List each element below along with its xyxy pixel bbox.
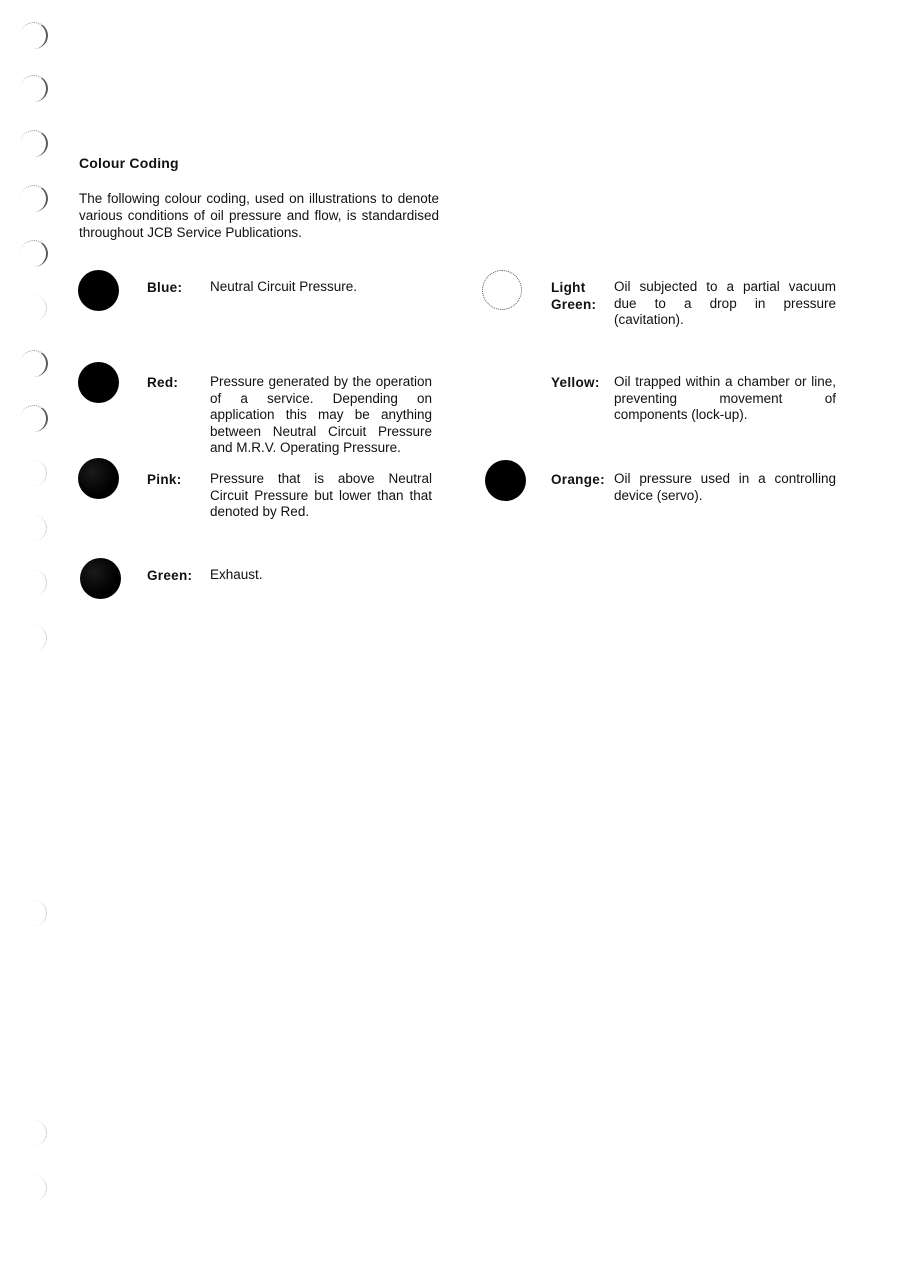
binder-hole-icon — [20, 130, 48, 157]
colour-description-red: Pressure generated by the operation of a service. Depending on application this may be anything between Neutral Circuit Pressure and M.R.V. Operating Pressure. — [210, 374, 432, 455]
colour-label-light-green-line1: Light — [551, 280, 586, 295]
colour-description-blue: Neutral Circuit Pressure. — [210, 279, 358, 294]
colour-label-blue: Blue: — [147, 280, 183, 295]
binder-hole-icon — [20, 75, 48, 102]
colour-label-light-green-line2: Green: — [551, 297, 597, 312]
binder-hole-icon — [20, 350, 48, 377]
green-swatch-icon — [80, 558, 121, 599]
binder-hole-icon — [20, 1120, 47, 1146]
binder-hole-icon — [20, 900, 47, 926]
colour-label-yellow: Yellow: — [551, 375, 600, 390]
colour-description-pink: Pressure that is above Neutral Circuit Pressure but lower than that denoted by Red. — [210, 471, 432, 519]
light-green-swatch-icon — [482, 270, 522, 310]
binder-hole-icon — [20, 240, 48, 267]
binder-hole-icon — [20, 1175, 47, 1201]
colour-label-red: Red: — [147, 375, 179, 390]
binder-hole-icon — [20, 625, 47, 651]
binder-hole-icon — [20, 570, 47, 596]
colour-label-green: Green: — [147, 568, 193, 583]
binder-hole-icon — [20, 295, 47, 321]
red-swatch-icon — [78, 362, 119, 403]
colour-label-orange: Orange: — [551, 472, 605, 487]
colour-label-light-green — [551, 279, 596, 313]
binder-hole-icon — [20, 405, 48, 432]
blue-swatch-icon — [78, 270, 119, 311]
binder-hole-icon — [20, 460, 47, 486]
colour-description-yellow: Oil trapped within a chamber or line, preventing movement of components (lock-up). — [614, 374, 836, 422]
colour-description-orange: Oil pressure used in a controlling device (servo). — [614, 471, 836, 503]
pink-swatch-icon — [78, 458, 119, 499]
intro-paragraph: The following colour coding, used on illustrations to denote various conditions of oil pressure and flow, is standardised throughout JCB Service Publications. — [79, 191, 439, 240]
orange-swatch-icon — [485, 460, 526, 501]
binder-hole-icon — [20, 515, 47, 541]
colour-label-pink: Pink: — [147, 472, 182, 487]
colour-description-green: Exhaust. — [210, 567, 263, 582]
binder-hole-icon — [20, 22, 48, 49]
colour-description-light-green: Oil subjected to a partial vacuum due to a drop in pressure (cavitation). — [614, 279, 836, 327]
binder-hole-icon — [20, 185, 48, 212]
page-title: Colour Coding — [79, 155, 179, 171]
